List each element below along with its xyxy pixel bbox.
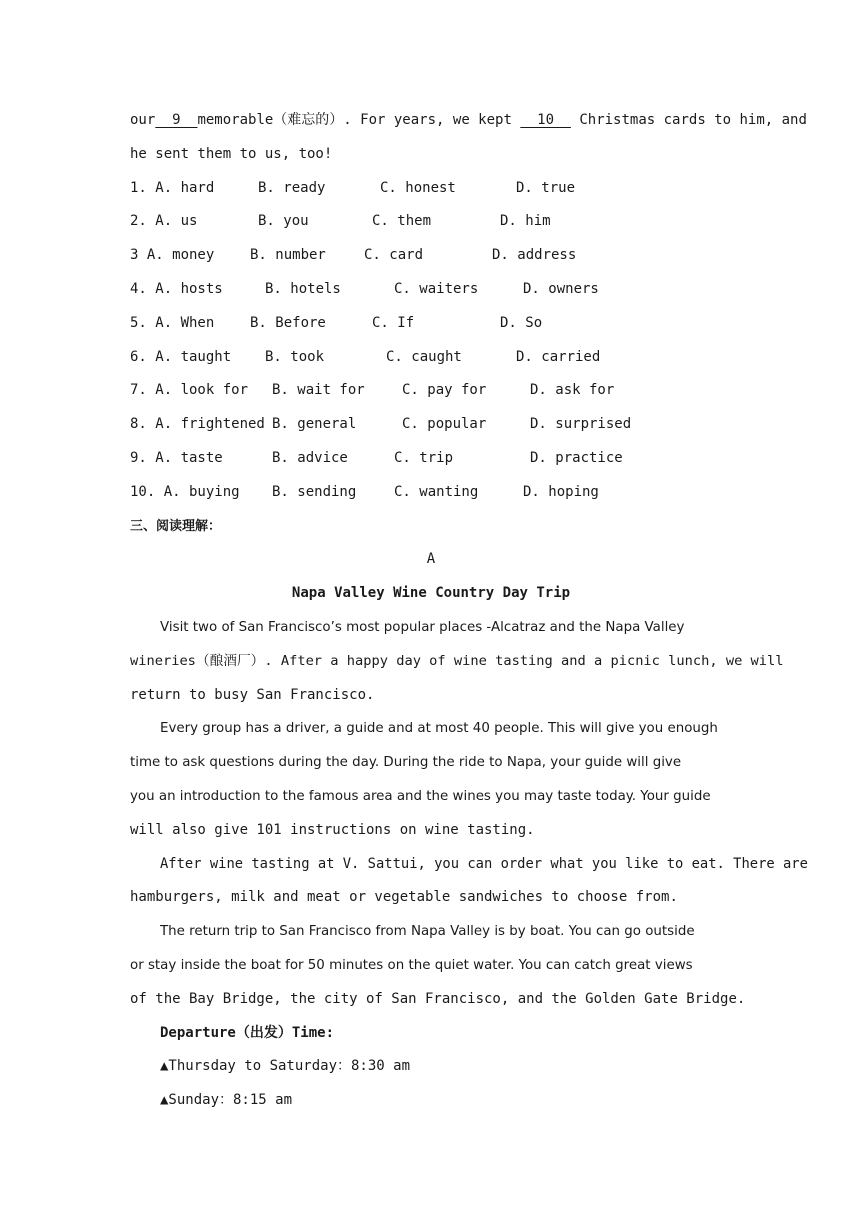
passage-title: Napa Valley Wine Country Day Trip xyxy=(291,585,571,602)
passage-line xyxy=(130,915,732,949)
passage-line: will also give 101 instructions on wine tasting. xyxy=(130,821,535,838)
intro-text: memorable（难忘的）. For years, we kept xyxy=(197,112,521,128)
passage-letter: A xyxy=(426,551,436,568)
passage-line xyxy=(130,780,732,814)
passage-line: hamburgers, milk and meat or vegetable sandwiches to choose from. xyxy=(130,889,678,906)
option-a: 4. A. hosts xyxy=(130,280,223,297)
option-b: B. advice xyxy=(272,449,348,466)
passage-text: or stay inside the boat for 50 minutes on the quiet water. You can catch great views xyxy=(130,957,693,973)
question-row xyxy=(130,476,732,510)
option-c: C. them xyxy=(372,213,432,230)
option-c: C. pay for xyxy=(402,382,487,399)
passage-text: Visit two of San Francisco’s most popular places -Alcatraz and the Napa Valley xyxy=(160,619,685,635)
departure-label: Departure（出发）Time: xyxy=(160,1024,335,1041)
intro-text: Christmas cards to him, and xyxy=(570,112,807,128)
option-d: D. surprised xyxy=(530,416,632,433)
passage-line xyxy=(130,949,732,983)
option-d: D. true xyxy=(516,179,576,196)
question-row xyxy=(130,273,732,307)
option-c: C. caught xyxy=(386,348,462,365)
option-a: 2. A. us xyxy=(130,213,198,230)
passage-line xyxy=(130,712,732,746)
question-row xyxy=(130,239,732,273)
question-row xyxy=(130,408,732,442)
option-c: C. trip xyxy=(394,449,454,466)
passage-text: The return trip to San Francisco from Napa Valley is by boat. You can go outside xyxy=(160,924,695,940)
intro-line-1 xyxy=(130,104,807,138)
option-b: B. you xyxy=(258,213,309,230)
question-row xyxy=(130,172,732,206)
option-a: 6. A. taught xyxy=(130,348,232,365)
option-a: 10. A. buying xyxy=(130,483,240,500)
blank-9: 9 xyxy=(155,112,198,128)
option-d: D. ask for xyxy=(530,382,615,399)
question-list xyxy=(130,172,732,510)
option-c: C. waiters xyxy=(394,280,479,297)
option-a: 8. A. frightened xyxy=(130,416,265,433)
option-c: C. honest xyxy=(380,179,456,196)
option-c: C. popular xyxy=(402,416,487,433)
option-d: D. address xyxy=(492,247,577,264)
passage-text: time to ask questions during the day. During the ride to Napa, your guide will give xyxy=(130,755,682,771)
passage-line xyxy=(130,746,732,780)
option-d: D. carried xyxy=(516,348,601,365)
option-c: C. card xyxy=(364,247,424,264)
blank-10: 10 xyxy=(520,112,571,128)
question-row xyxy=(130,341,732,375)
option-a: 7. A. look for xyxy=(130,382,249,399)
passage-text: Every group has a driver, a guide and at most 40 people. This will give you enough xyxy=(160,721,718,737)
option-d: D. So xyxy=(500,314,543,331)
document-page xyxy=(130,104,808,1118)
option-d: D. owners xyxy=(523,280,599,297)
departure-item: ▲Sunday：8:15 am xyxy=(160,1092,293,1109)
passage-line xyxy=(130,611,732,645)
option-a: 9. A. taste xyxy=(130,449,223,466)
intro-line-1-content xyxy=(130,104,807,138)
option-b: B. hotels xyxy=(265,280,341,297)
question-row xyxy=(130,307,732,341)
option-c: C. If xyxy=(372,314,415,331)
option-d: D. hoping xyxy=(523,483,599,500)
departure-item: ▲Thursday to Saturday：8:30 am xyxy=(160,1058,411,1075)
option-a: 5. A. When xyxy=(130,314,215,331)
option-b: B. ready xyxy=(258,179,326,196)
intro-line-2: he sent them to us, too! xyxy=(130,145,333,162)
option-b: B. general xyxy=(272,416,357,433)
passage-line: of the Bay Bridge, the city of San Francisco, and the Golden Gate Bridge. xyxy=(130,990,746,1007)
question-row xyxy=(130,442,732,476)
option-d: D. him xyxy=(500,213,551,230)
question-row xyxy=(130,205,732,239)
option-b: B. sending xyxy=(272,483,357,500)
option-b: B. Before xyxy=(250,314,326,331)
option-a: 1. A. hard xyxy=(130,179,215,196)
option-a: 3 A. money xyxy=(130,247,215,264)
option-c: C. wanting xyxy=(394,483,479,500)
intro-text: our xyxy=(130,112,156,128)
passage-text: wineries（酿酒厂）. After a happy day of wine tasting and a picnic lunch, we will xyxy=(130,652,784,669)
passage-line xyxy=(130,848,808,882)
passage-text: After wine tasting at V. Sattui, you can order what you like to eat. There are xyxy=(160,855,808,872)
question-row xyxy=(130,374,732,408)
option-b: B. took xyxy=(265,348,325,365)
passage-line xyxy=(130,645,784,679)
option-b: B. wait for xyxy=(272,382,365,399)
section-heading: 三、阅读理解： xyxy=(130,518,222,534)
option-d: D. practice xyxy=(530,449,623,466)
option-b: B. number xyxy=(250,247,326,264)
passage-text: you an introduction to the famous area and the wines you may taste today. Your guide xyxy=(130,788,711,804)
passage-line: return to busy San Francisco. xyxy=(130,686,375,703)
